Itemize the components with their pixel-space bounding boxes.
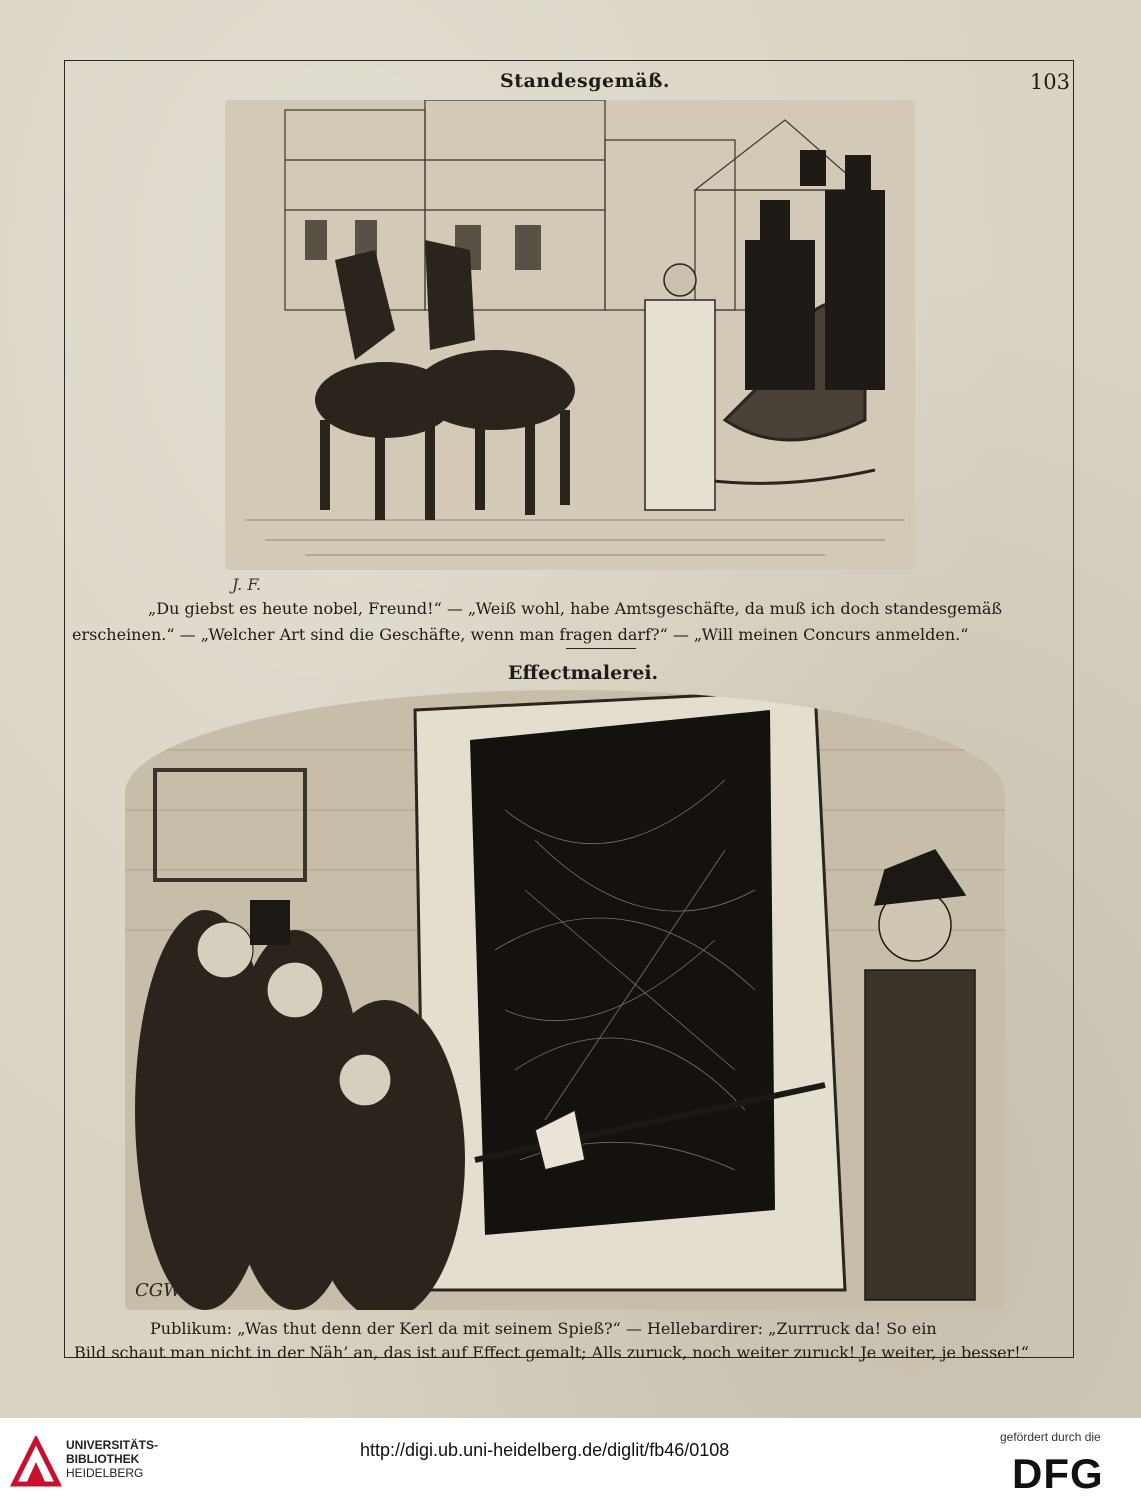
university-library-name xyxy=(66,1438,158,1480)
sleigh-scene-drawing xyxy=(225,100,915,570)
library-name-line-1: UNIVERSITÄTS- xyxy=(66,1438,159,1452)
caption-1-line-1: „Du giebst es heute nobel, Freund!“ — „Weiß wohl, habe Amtsgeschäfte, da muß ich doch standesgemäß xyxy=(148,599,1003,618)
gallery-scene-drawing xyxy=(125,690,1005,1310)
library-name-line-2: BIBLIOTHEK xyxy=(66,1452,140,1466)
cartoon-2-title: Effectmalerei. xyxy=(508,662,659,684)
artist-signature-2: CGW xyxy=(135,1280,182,1301)
title-divider xyxy=(566,648,636,649)
illustration-sleigh-scene xyxy=(225,100,915,570)
library-name-line-3: HEIDELBERG xyxy=(66,1466,144,1480)
page-number: 103 xyxy=(1029,70,1070,94)
caption-2-line-2: Bild schaut man nicht in der Näh’ an, das ist auf Effect gemalt; Alls zuruck, noch weiter zuruck! Je weiter, je besser!“ xyxy=(74,1343,1029,1362)
artist-signature-1: J. F. xyxy=(232,575,262,594)
caption-1-line-2: erscheinen.“ — „Welcher Art sind die Geschäfte, wenn man fragen darf?“ — „Will meinen Concurs anmelden.“ xyxy=(72,625,969,644)
funded-by-label: gefördert durch die xyxy=(1000,1430,1101,1444)
illustration-gallery-scene xyxy=(125,690,1005,1310)
permalink-url[interactable]: http://digi.ub.uni-heidelberg.de/diglit/fb46/0108 xyxy=(360,1440,730,1460)
running-head: Standesgemäß. xyxy=(500,70,671,92)
university-library-logo-icon[interactable] xyxy=(10,1436,62,1488)
dfg-logo[interactable]: DFG xyxy=(1012,1450,1104,1497)
caption-2-line-1: Publikum: „Was thut denn der Kerl da mit seinem Spieß?“ — Hellebardirer: „Zurrruck da! So ein xyxy=(150,1319,937,1338)
